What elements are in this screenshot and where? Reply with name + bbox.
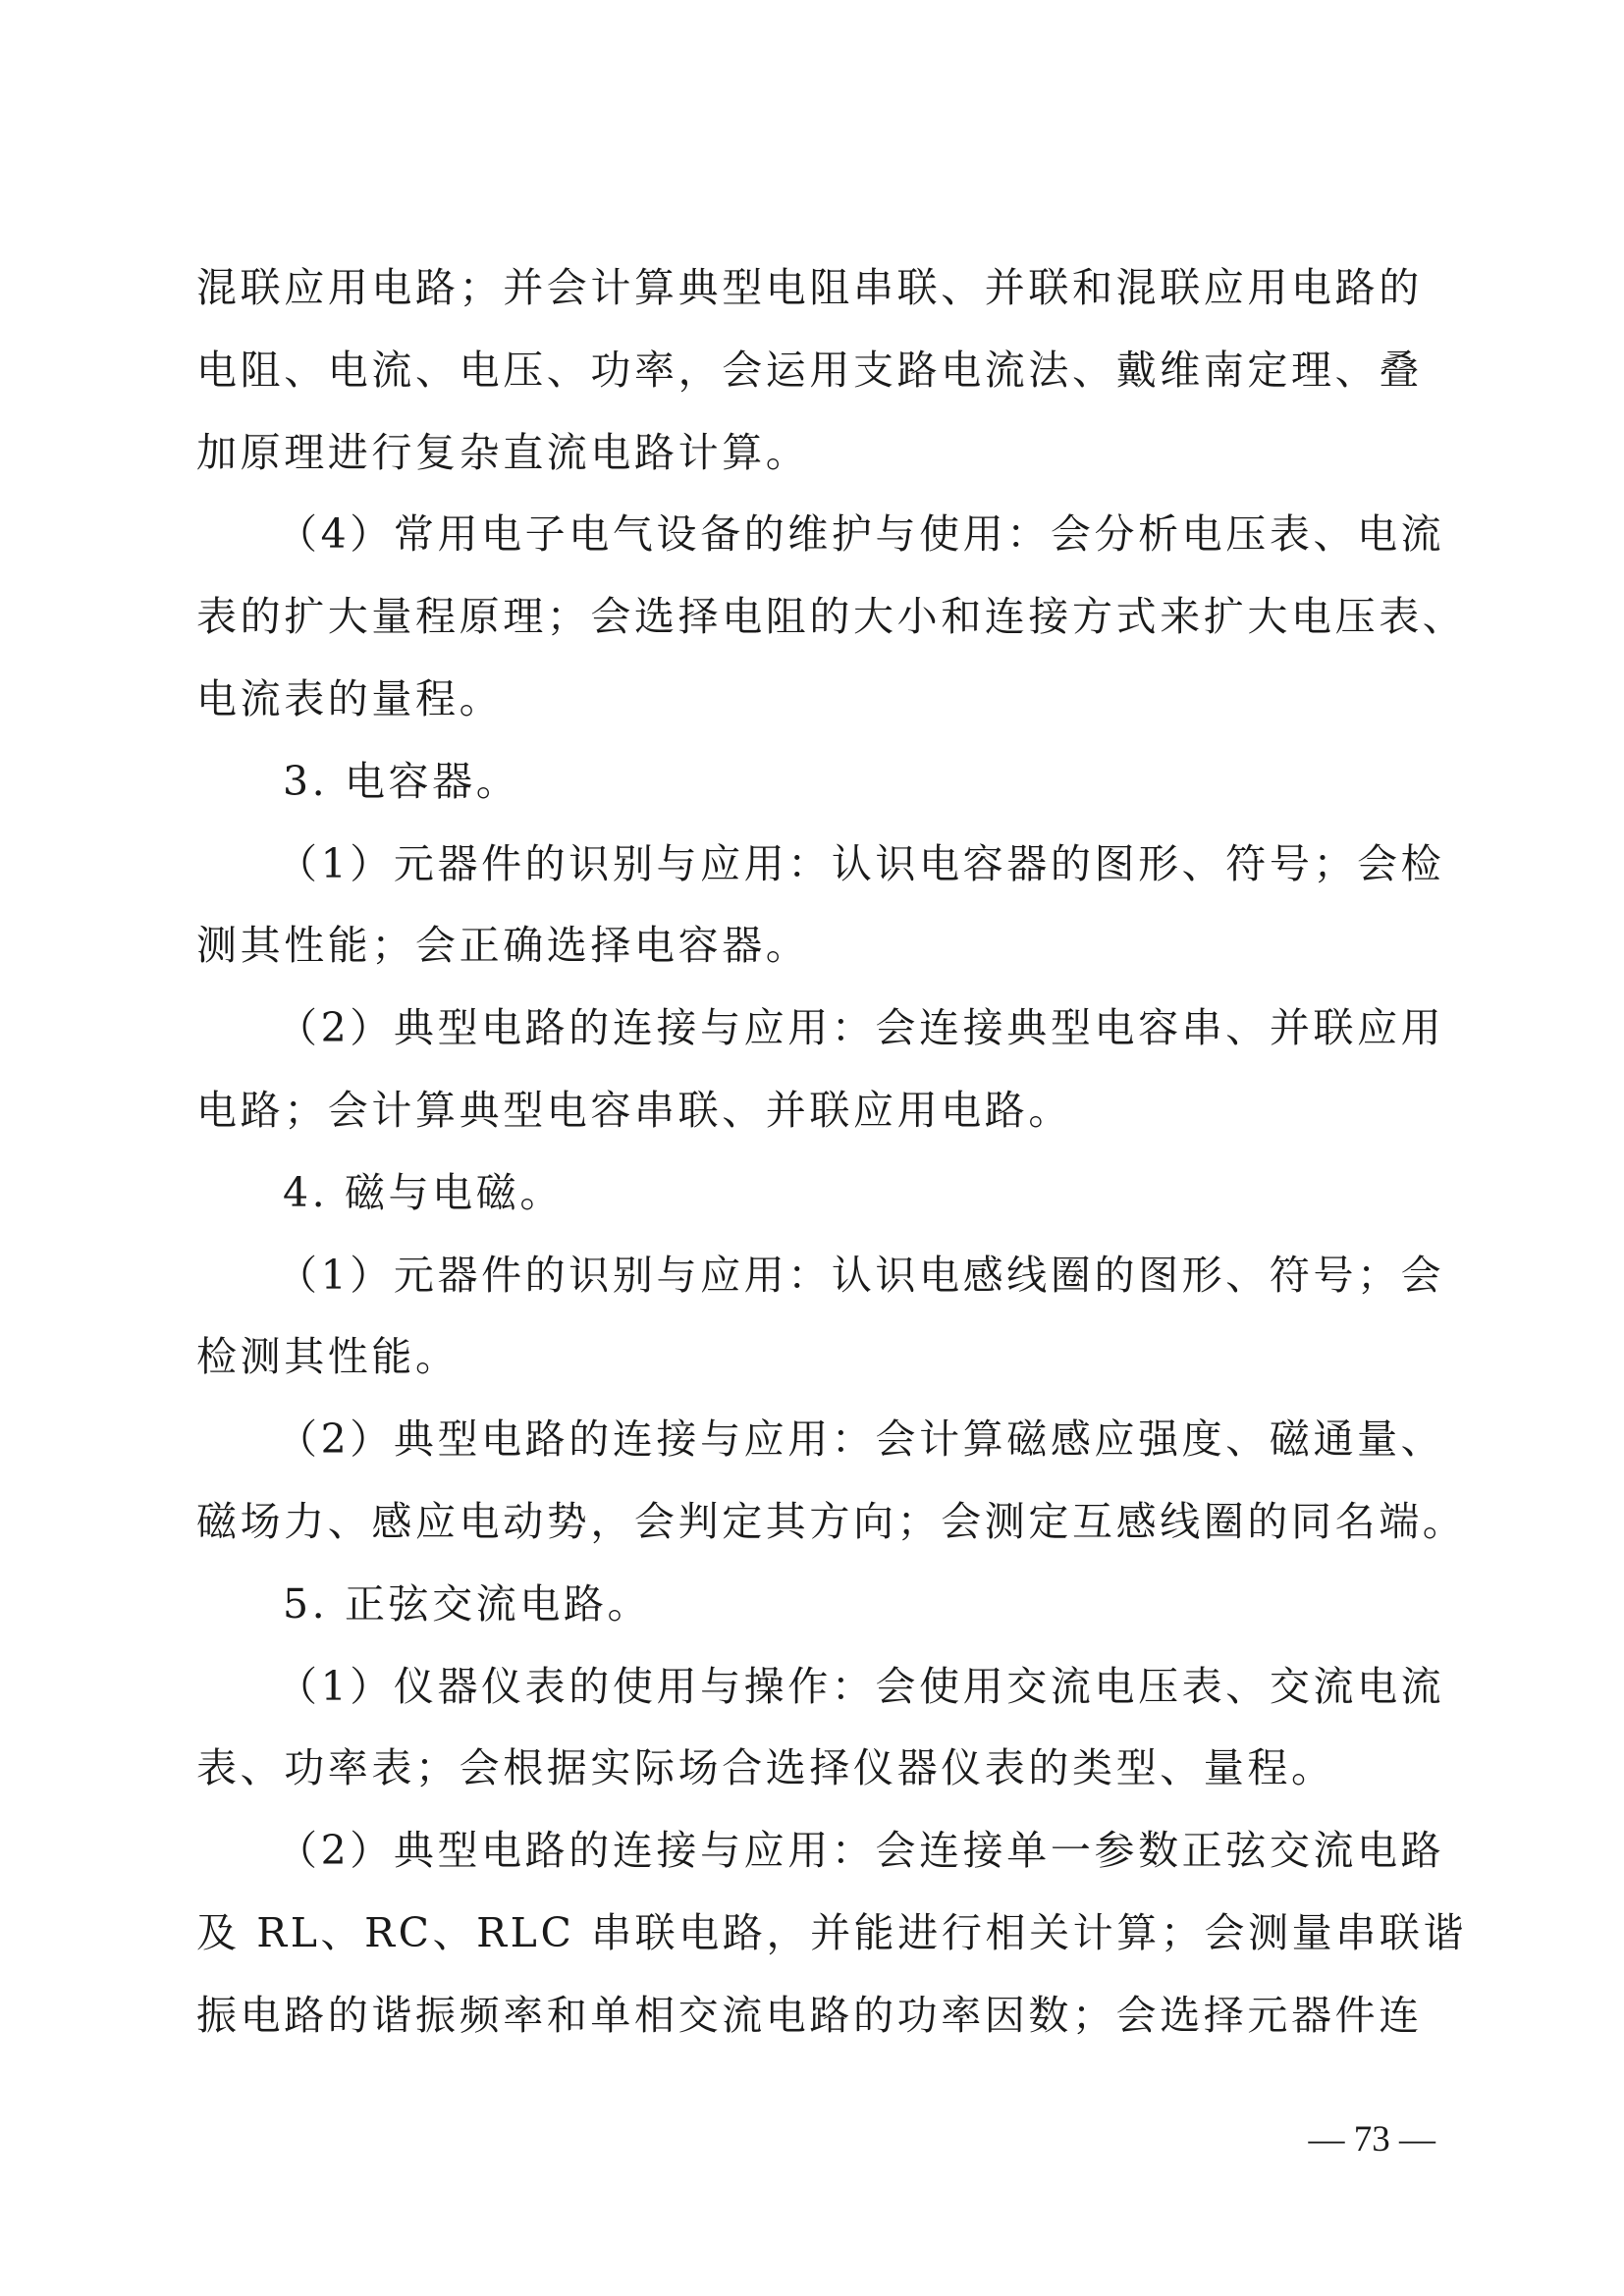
paragraph-line: （2）典型电路的连接与应用：会连接典型电容串、并联应用: [277, 1004, 1445, 1052]
text-line: 检测其性能。: [196, 1333, 460, 1381]
paragraph-line: （2）典型电路的连接与应用：会计算磁感应强度、磁通量、: [277, 1415, 1445, 1464]
text-line: 表、功率表；会根据实际场合选择仪器仪表的类型、量程。: [196, 1744, 1335, 1792]
paragraph-line: （4）常用电子电气设备的维护与使用：会分析电压表、电流: [277, 510, 1445, 559]
body-text: [196, 247, 1468, 2057]
paragraph-line: （1）元器件的识别与应用：认识电容器的图形、符号；会检: [277, 839, 1445, 887]
text-line: 加原理进行复杂直流电路计算。: [196, 428, 810, 476]
page-number: — 73 —: [1308, 2119, 1435, 2160]
section-heading: 3. 电容器。: [283, 757, 520, 805]
text-line: 电路；会计算典型电容串联、并联应用电路。: [196, 1086, 1072, 1134]
text-line: 振电路的谐振频率和单相交流电路的功率因数；会选择元器件连: [196, 1991, 1423, 2039]
paragraph-line: （1）仪器仪表的使用与操作：会使用交流电压表、交流电流: [277, 1662, 1445, 1710]
text-line: 电阻、电流、电压、功率，会运用支路电流法、戴维南定理、叠: [196, 346, 1423, 394]
section-heading: 5. 正弦交流电路。: [283, 1579, 652, 1628]
text-line: 表的扩大量程原理；会选择电阻的大小和连接方式来扩大电压表、: [196, 593, 1467, 641]
paragraph-line: （2）典型电路的连接与应用：会连接单一参数正弦交流电路: [277, 1827, 1445, 1875]
paragraph-line: （1）元器件的识别与应用：认识电感线圈的图形、符号；会: [277, 1251, 1445, 1299]
text-line: 及 RL、RC、RLC 串联电路，并能进行相关计算；会测量串联谐: [196, 1908, 1468, 1956]
text-line: 测其性能；会正确选择电容器。: [196, 922, 810, 970]
text-line: 电流表的量程。: [196, 674, 504, 722]
section-heading: 4. 磁与电磁。: [283, 1168, 564, 1216]
text-line: 磁场力、感应电动势，会判定其方向；会测定互感线圈的同名端。: [196, 1497, 1467, 1545]
text-line: 混联应用电路；并会计算典型电阻串联、并联和混联应用电路的: [196, 264, 1423, 311]
